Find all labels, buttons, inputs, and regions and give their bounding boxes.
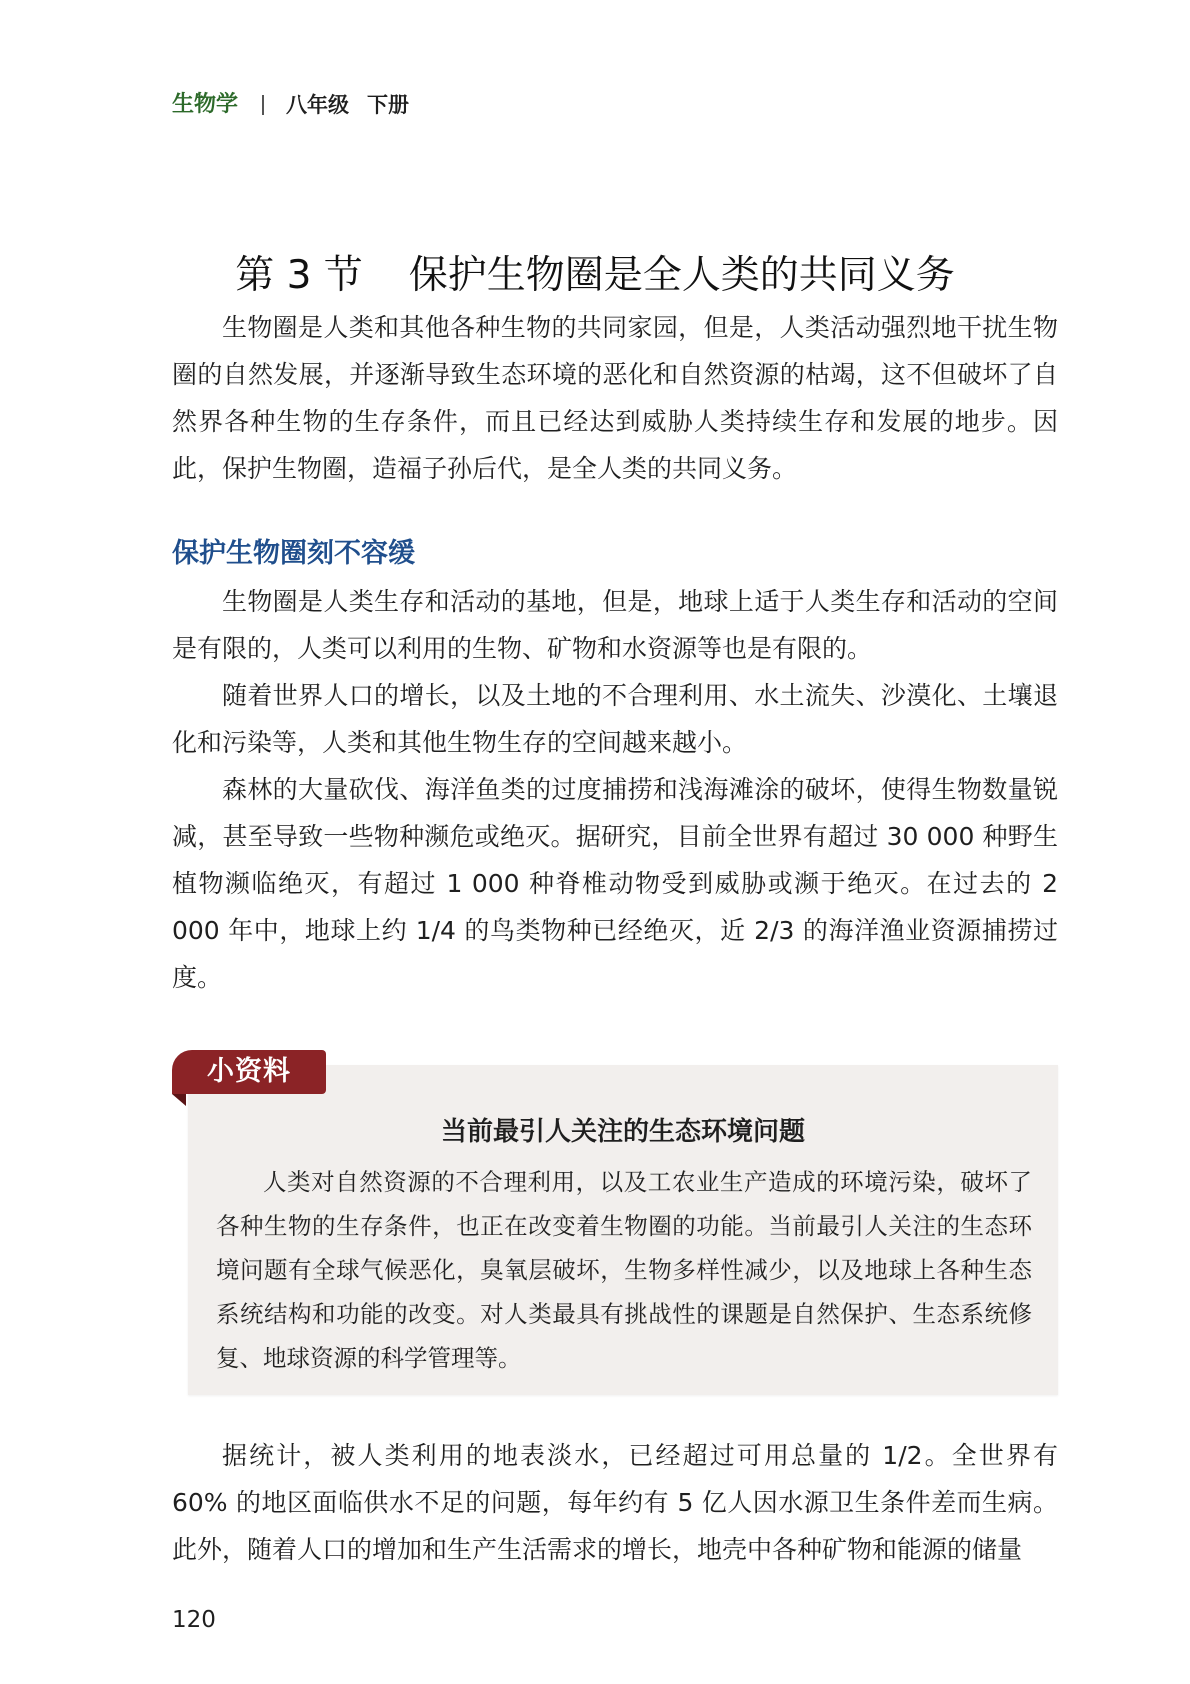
- info-box-tab: 小资料: [172, 1050, 326, 1094]
- info-tab-fold: [172, 1094, 186, 1106]
- section-heading: 保护生物圈是全人类的共同义务: [408, 253, 955, 298]
- body-paragraph-1: 生物圈是人类生存和活动的基地，但是，地球上适于人类生存和活动的空间是有限的，人类可以利用的生物、矿物和水资源等也是有限的。: [172, 587, 1058, 663]
- intro-paragraph: 生物圈是人类和其他各种生物的共同家园，但是，人类活动强烈地干扰生物圈的自然发展，并逐渐导致生态环境的恶化和自然资源的枯竭，这不但破坏了自然界各种生物的生存条件，而且已经达到威胁人类持续生存和发展的地步。因此，保护生物圈，造福子孙后代，是全人类的共同义务。: [172, 313, 1058, 483]
- intro-block: [172, 304, 1058, 492]
- section-number: 第 3 节: [235, 253, 363, 298]
- subsection-body: [172, 578, 1058, 1001]
- book-title: 生物学: [172, 92, 239, 117]
- subsection-heading: 保护生物圈刻不容缓: [172, 538, 415, 569]
- info-box-title: 当前最引人关注的生态环境问题: [440, 1117, 805, 1147]
- header-divider: [262, 95, 264, 115]
- info-box-text: 人类对自然资源的不合理利用，以及工农业生产造成的环境污染，破坏了各种生物的生存条件，也正在改变着生物圈的功能。当前最引人关注的生态环境问题有全球气候恶化，臭氧层破坏，生物多样性减少，以及地球上各种生态系统结构和功能的改变。对人类最具有挑战性的课题是自然保护、生态系统修复、地球资源的科学管理等。: [216, 1168, 1032, 1372]
- closing-block: [172, 1432, 1058, 1573]
- grade-label: 八年级: [286, 93, 350, 117]
- page-number: 120: [172, 1607, 216, 1633]
- body-paragraph-2: 随着世界人口的增长，以及土地的不合理利用、水土流失、沙漠化、土壤退化和污染等，人类和其他生物生存的空间越来越小。: [172, 681, 1058, 757]
- volume-label: 下册: [367, 93, 410, 117]
- closing-paragraph: 据统计，被人类利用的地表淡水，已经超过可用总量的 1/2。全世界有 60% 的地区面临供水不足的问题，每年约有 5 亿人因水源卫生条件差而生病。此外，随着人口的增加和生产生活需求的增长，地壳中各种矿物和能源的储量: [172, 1441, 1058, 1564]
- section-title: [0, 248, 1190, 304]
- body-paragraph-3: 森林的大量砍伐、海洋鱼类的过度捕捞和浅海滩涂的破坏，使得生物数量锐减，甚至导致一些物种濒危或绝灭。据研究，目前全世界有超过 30 000 种野生植物濒临绝灭，有超过 1 000 种脊椎动物受到威胁或濒于绝灭。在过去的 2 000 年中，地球上约 1/4 的鸟类物种已经绝灭，近 2/3 的海洋渔业资源捕捞过度。: [172, 775, 1058, 992]
- running-header: [172, 90, 409, 120]
